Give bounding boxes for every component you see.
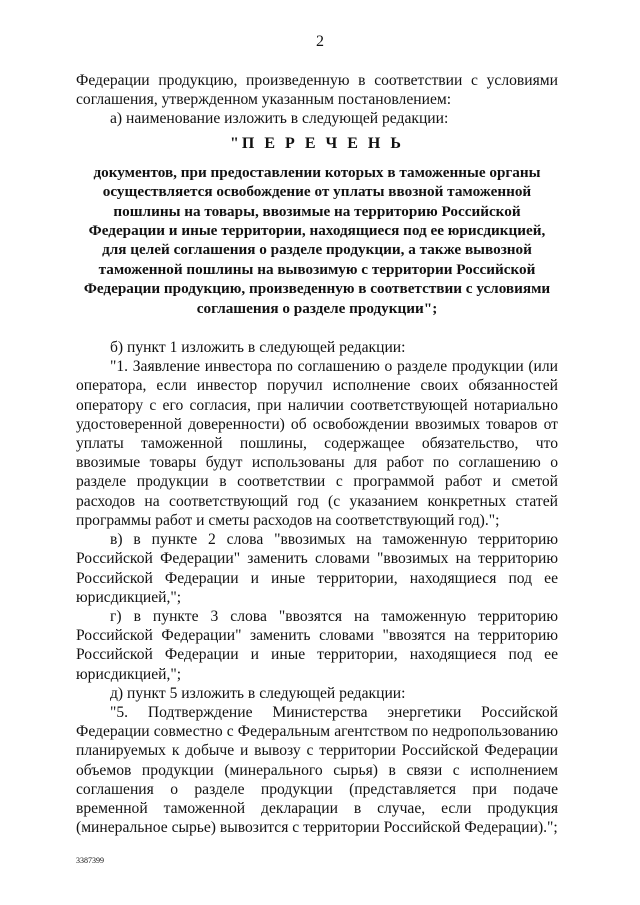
- page-number: 2: [316, 33, 324, 50]
- intro-paragraph: Федерации продукцию, произведенную в соответствии с условиями соглашения, утвержденном указанным постановлением:: [76, 72, 558, 109]
- list-title-body: документов, при предоставлении которых в таможенные органы осуществляется освобождение от уплаты ввозной таможенной пошлины на товары, ввозимые на территорию Российской Федерации и иные территории, находящиеся под ее юрисдикцией, для целей соглашения о разделе продукции, а также вывозной таможенной пошлины на вывозимую с территории Российской Федерации продукцию, произведенную в соответствии с условиями соглашения о разделе продукции";: [83, 163, 551, 317]
- item-a: а) наименование изложить в следующей редакции:: [110, 110, 449, 128]
- item-b-text: "1. Заявление инвестора по соглашению о разделе продукции (или оператора, если инвестор поручил исполнение своих обязанностей оператору с его согласия, при наличии соответствующей нотариально удостоверенной доверенности) об освобождении ввозимых товаров от уплаты таможенной пошлины, содержащее обязательство, что ввозимые товары будут использованы для работ по соглашению о разделе продукции в соответствии с программой работ и сметой расходов на соответствующий год (с указанием конкретных статей программы работ и сметы расходов на соответствующий год).";: [76, 358, 558, 529]
- document-code: 3387399: [76, 856, 104, 865]
- item-d: д) пункт 5 изложить в следующей редакции:: [110, 684, 406, 702]
- item-d-text: "5. Подтверждение Министерства энергетики Российской Федерации совместно с Федеральным агентством по недропользованию планируемых к добыче и вывозу с территории Российской Федерации объемов продукции (минерального сырья) в связи с исполнением соглашения о разделе продукции (представляется при подаче временной таможенной декларации в случае, если продукция (минеральное сырье) вывозится с территории Российской Федерации).";: [76, 703, 558, 837]
- item-b: б) пункт 1 изложить в следующей редакции:: [110, 339, 406, 357]
- item-g: г) в пункте 3 слова "ввозятся на таможенную территорию Российской Федерации" заменить словами "ввозятся на территорию Российской Федерации и иные территории, находящиеся под ее юрисдикцией,";: [76, 607, 558, 683]
- list-title: "П Е Р Е Ч Е Н Ь: [230, 134, 404, 152]
- document-body: [76, 71, 558, 837]
- item-v: в) в пункте 2 слова "ввозимых на таможенную территорию Российской Федерации" заменить словами "ввозимых на территорию Российской Федерации и иные территории, находящиеся под ее юрисдикцией,";: [76, 531, 558, 606]
